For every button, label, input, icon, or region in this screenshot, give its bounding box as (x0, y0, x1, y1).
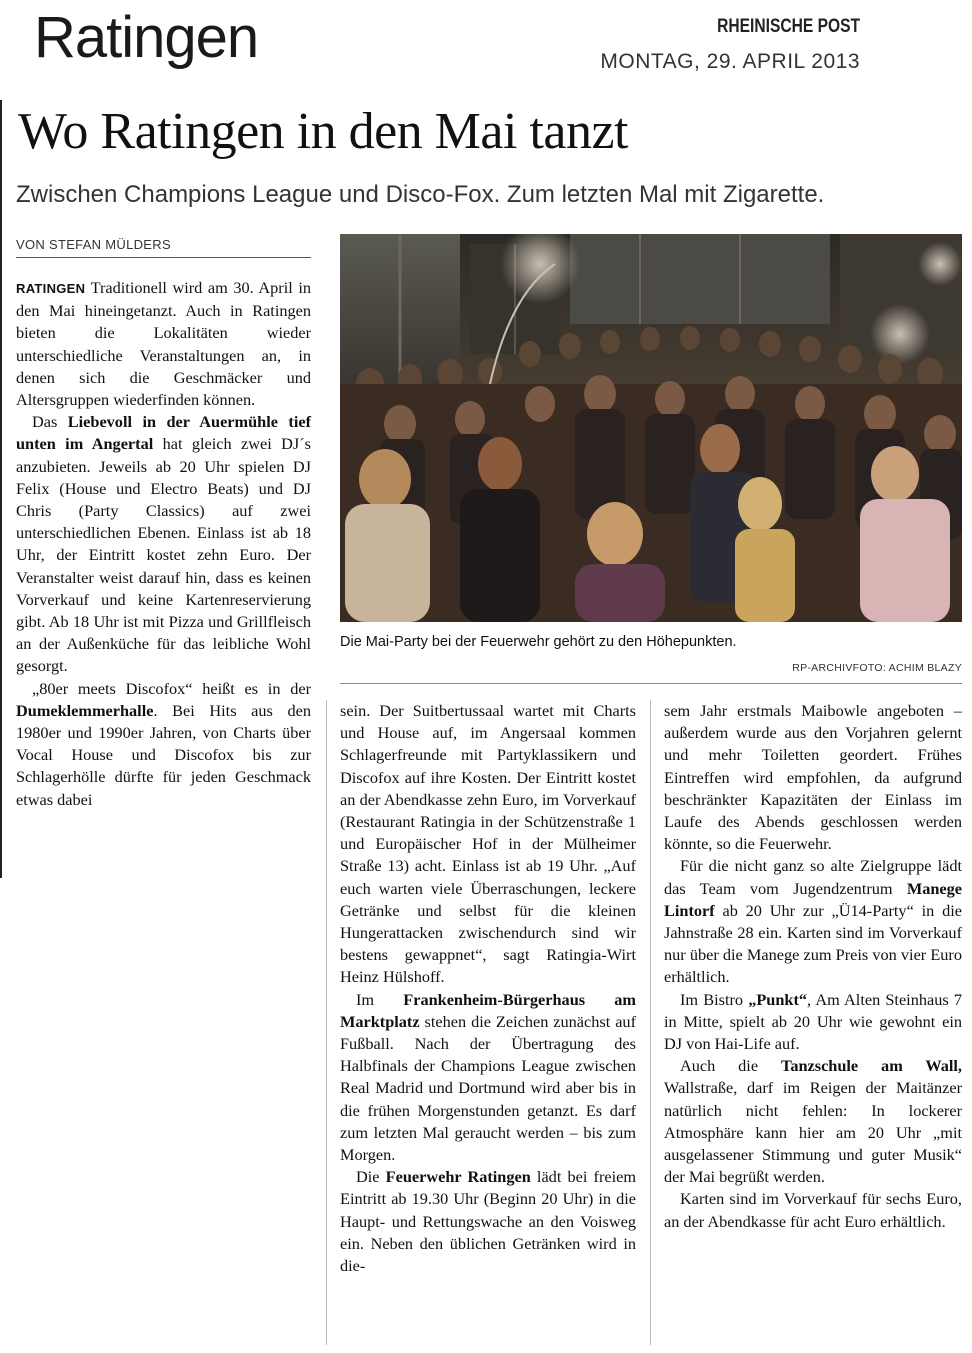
venue-name: Feuerwehr Ratingen (385, 1167, 531, 1187)
column-rule (650, 700, 651, 1345)
article-column-1 (16, 277, 311, 811)
paragraph-text: Wallstraße, darf im Reigen der Maitänzer natürlich nicht fehlen: In lockerer Atmosphäre kann hier am 20 Uhr „mit ausgelassener Stimmung und guter Musik“ der Mai begrüßt werden. (664, 1078, 962, 1187)
paragraph-text: Im (356, 989, 404, 1009)
paragraph (340, 1166, 636, 1277)
paragraph-text: hat gleich zwei DJ´s anzubieten. Jeweils ab 20 Uhr spielen DJ Felix (House und Electro Beats) und DJ Chris (Party Classics) auf zwei unterschiedlichen Ebenen. Einlass ist ab 18 Uhr, der Eintritt kostet zehn Euro. Der Veranstalter weist darauf hin, dass es keinen Vorverkauf und keine Kartenreservierung gibt. Ab 18 Uhr ist mit Pizza und Grillfleisch an der Außenküche für das leibliche Wohl gesorgt. (16, 434, 311, 676)
article-column-2 (340, 700, 636, 1277)
paragraph-text: stehen die Zeichen zunächst auf Fußball. Nach der Übertragung des Halbfinals der Champions League zwischen Real Madrid und Dortmund wird aber bis in die frühen Morgenstunden getanzt. Es darf zum letzten Mal geraucht werden – bis zum Morgen. (340, 1011, 636, 1165)
column-rule (326, 700, 327, 1345)
subheadline: Zwischen Champions League und Disco-Fox. Zum letzten Mal mit Zigarette. (16, 181, 825, 208)
venue-name: Tanzschule am Wall, (780, 1056, 962, 1076)
paragraph: Karten sind im Vorverkauf für sechs Euro, an der Abendkasse für acht Euro erhältlich. (664, 1189, 962, 1231)
paragraph-text: ab 20 Uhr zur „Ü14-Party“ in die Jahnstraße 28 ein. Karten sind im Vorverkauf nur über die Manege zum Preis von vier Euro erhältlich. (664, 900, 962, 987)
paragraph-text: Das (32, 412, 68, 432)
photo-credit: RP-ARCHIVFOTO: ACHIM BLAZY (792, 662, 962, 674)
venue-name: Manege Lintorf (664, 878, 962, 920)
paragraph: sein. Der Suitbertussaal wartet mit Charts und House auf, im Angersaal kommen Schlagerfreunde mit Partyklassikern und Discofox auf ihre Kosten. Der Eintritt kostet an der Abendkasse zehn Euro, im Vorverkauf (Restaurant Ratingia in der Schützenstraße 1 und Europäischer Hof in der Mülheimer Straße 13) acht. Einlass ist ab 19 Uhr. „Auf euch warten viele Überraschungen, leckere Getränke und selbst für die kleinen Hungerattacken zwischendurch sind wir bestens gewappnet“, sagt Ratingia-Wirt Heinz Hülshoff. (340, 701, 636, 987)
paragraph-text: Auch die (680, 1056, 781, 1076)
paragraph-text: lädt bei freiem Eintritt ab 19.30 Uhr (Beginn 20 Uhr) in die Haupt- und Rettungswache an den Voisweg ein. Neben den üblichen Getränken wird in die- (340, 1167, 637, 1276)
paragraph-text: Die (356, 1167, 386, 1187)
headline: Wo Ratingen in den Mai tanzt (18, 103, 628, 160)
paragraph (664, 1055, 962, 1188)
paragraph-text: „80er meets Discofox“ heißt es in der (32, 678, 311, 698)
paragraph (16, 277, 311, 411)
paragraph (16, 678, 311, 811)
venue-name: „Punkt“ (748, 989, 808, 1009)
paragraph-text: . Bei Hits aus den 1980er und 1990er Jahren, von Charts über Vocal House und Discofox bis zur Schlagerhölle dürfte für jeden Geschmack etwas dabei (16, 700, 311, 809)
newspaper-name: RHEINISCHE POST (717, 16, 860, 37)
caption-rule (340, 683, 962, 684)
venue-name: Liebevoll in der Auermühle tief unten im Angertal (16, 412, 311, 454)
venue-name: Frankenheim-Bürgerhaus am Marktplatz (340, 989, 636, 1031)
venue-name: Dumeklemmerhalle (16, 700, 154, 720)
publication-date: MONTAG, 29. APRIL 2013 (600, 50, 860, 73)
paragraph: sem Jahr erstmals Maibowle angeboten – außerdem wurde aus den Vorjahren gelernt und mehr Toiletten geordert. Frühes Eintreffen wird empfohlen, da aufgrund beschränkter Kapazitäten der Einlass im Laufe des Abends geschlossen werden könnte, so die Feuerwehr. (664, 701, 962, 854)
article-column-3 (664, 700, 962, 1233)
party-photo (340, 234, 962, 622)
dateline: RATINGEN (16, 281, 86, 296)
paragraph (340, 989, 636, 1167)
left-rule (0, 100, 2, 878)
paragraph-text: , Am Alten Steinhaus 7 in Mitte, spielt ab 20 Uhr wie gewohnt ein DJ von Hai-Life auf. (664, 989, 962, 1054)
paragraph (664, 989, 962, 1056)
byline: VON STEFAN MÜLDERS (16, 237, 171, 252)
paragraph-text: Im Bistro (680, 989, 749, 1009)
section-title: Ratingen (34, 5, 259, 70)
paragraph-text: Traditionell wird am 30. April in den Mai hineingetanzt. Auch in Ratingen bieten die Lokalitäten wieder unterschiedliche Veranstaltungen an, in denen sich die Geschmäcker und Altersgruppen wiederfinden können. (16, 278, 311, 410)
paragraph (16, 411, 311, 677)
paragraph (664, 855, 962, 988)
byline-rule (16, 257, 311, 258)
photo-caption: Die Mai-Party bei der Feuerwehr gehört zu den Höhepunkten. (340, 634, 737, 650)
paragraph-text: Für die nicht ganz so alte Zielgruppe lädt das Team vom Jugendzentrum (664, 856, 962, 898)
